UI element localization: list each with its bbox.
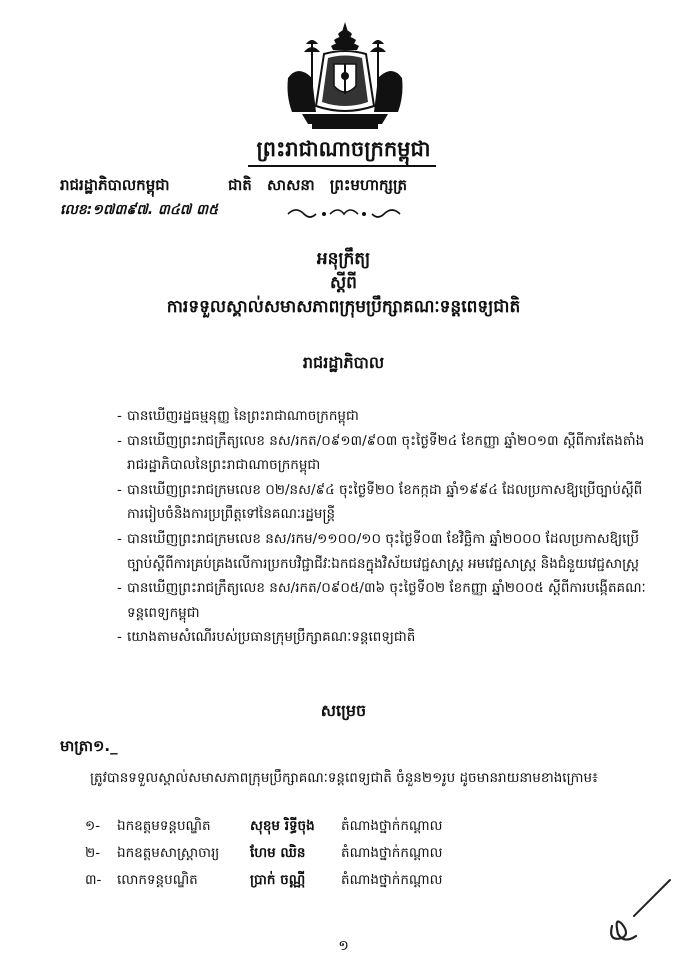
preamble-item: - បានឃើញព្រះរាជក្រមលេខ នស/រកម/១១០០/១០ ចុះថ្ងៃទី០៣ ខែវិច្ឆិកា ឆ្នាំ២០០០ ដែលប្រកាសឱ្យប្រើច្បាប់ស្តីពីការគ្រប់គ្រងលើការប្រកបវិជ្ជាជីវៈឯកជនក្នុងវិស័យវេជ្ជសាស្ត្រ អមវេជ្ជសាស្ត្រ និងជំនួយវេជ្ជសាស្ត្រ [117, 527, 647, 576]
preamble-item: - យោងតាមសំណើរបស់ប្រធានក្រុមប្រឹក្សាគណៈទន្តពេទ្យជាតិ [117, 625, 647, 650]
member-role: តំណាងថ្នាក់កណ្តាល [341, 818, 443, 834]
member-title: លោកទន្តបណ្ឌិត [117, 872, 198, 888]
member-row [85, 871, 605, 898]
national-motto: ជាតិ សាសនា ព្រះមហាក្សត្រ [228, 176, 407, 194]
preamble-item: - បានឃើញរដ្ឋធម្មនុញ្ញ នៃព្រះរាជាណាចក្រកម្ពុជា [117, 404, 647, 429]
member-number: ៣- [85, 872, 102, 888]
kingdom-underline [248, 165, 436, 167]
decision-heading: សម្រេច [320, 701, 367, 720]
document-number: លេខ:១៧៣៩៧. ៣៤៧ ៣៥ [60, 202, 218, 218]
preamble-item: - បានឃើញព្រះរាជក្រមលេខ ០២/នស/៩៤ ចុះថ្ងៃទី២០ ខែកក្កដា ឆ្នាំ១៩៩៤ ដែលប្រកាសឱ្យប្រើច្បាប់ស្តីពីការរៀបចំនិងការប្រព្រឹត្តទៅនៃគណៈរដ្ឋមន្ត្រី [117, 478, 647, 527]
members-list [85, 817, 605, 898]
member-role: តំណាងថ្នាក់កណ្តាល [341, 872, 443, 888]
member-name: ហែម ឈិន [250, 845, 306, 861]
royal-coat-of-arms-emblem [282, 20, 408, 132]
member-row [85, 817, 605, 844]
article-body: ត្រូវបានទទួលស្គាល់សមាសភាពក្រុមប្រឹក្សាគណៈទន្តពេទ្យជាតិ ចំនួន២១រូប ដូចមានរាយនាមខាងក្រោម៖ [90, 770, 598, 786]
preamble-item: - បានឃើញព្រះរាជក្រឹត្យលេខ នស/រកត/០៩១៣/៩០៣ ចុះថ្ងៃទី២៤ ខែកញ្ញា ឆ្នាំ២០១៣ ស្តីពីការតែងតាំងរាជរដ្ឋាភិបាលនៃព្រះរាជាណាចក្រកម្ពុជា [117, 429, 647, 478]
member-number: ១- [85, 818, 101, 834]
decree-subject: ការទទួលស្គាល់សមាសភាពក្រុមប្រឹក្សាគណៈទន្តពេទ្យជាតិ [166, 297, 521, 317]
member-title: ឯកឧត្តមទន្តបណ្ឌិត [117, 818, 211, 834]
member-role: តំណាងថ្នាក់កណ្តាល [341, 845, 443, 861]
page-number: ១ [338, 938, 349, 954]
preamble-item: - បានឃើញព្រះរាជក្រឹត្យលេខ នស/រកត/០៩០៥/៣៦ ចុះថ្ងៃទី០២ ខែកញ្ញា ឆ្នាំ២០០៥ ស្តីពីការបង្កើតគណៈទន្តពេទ្យកម្ពុជា [117, 576, 647, 625]
preamble-list [117, 404, 647, 650]
member-name: ប្រាក់ ចណ្ណី [250, 872, 306, 888]
issuing-authority: រាជរដ្ឋាភិបាល [302, 353, 385, 372]
member-number: ២- [85, 845, 101, 861]
decree-title: អនុក្រឹត្យ [316, 249, 371, 269]
ministry-name: រាជរដ្ឋាភិបាលកម្ពុជា [60, 176, 170, 194]
decorative-ornament [286, 206, 402, 220]
article-heading: មាត្រា១._ [60, 737, 118, 755]
member-row [85, 844, 605, 871]
kingdom-heading: ព្រះរាជាណាចក្រកម្ពុជា [256, 137, 431, 161]
decree-title-on: ស្តីពី [330, 273, 357, 293]
member-name: សុខុម រិទ្ធីចុង [250, 818, 315, 834]
member-title: ឯកឧត្តមសាស្ត្រាចារ្យ [117, 845, 220, 861]
